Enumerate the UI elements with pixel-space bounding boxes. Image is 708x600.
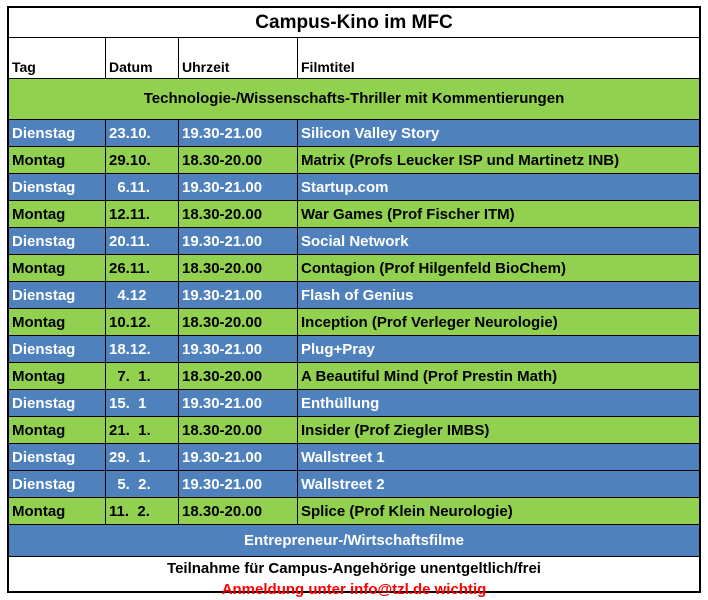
cell-tag: Dienstag	[9, 444, 106, 470]
section-heading-entrepreneur: Entrepreneur-/Wirtschaftsfilme	[9, 525, 699, 557]
cell-uhrzeit: 18.30-20.00	[179, 201, 298, 227]
cell-filmtitel: Splice (Prof Klein Neurologie)	[301, 502, 513, 520]
cell-tag: Montag	[9, 498, 106, 524]
schedule-rows	[9, 120, 699, 525]
column-header-uhrzeit: Uhrzeit	[179, 38, 298, 78]
cell-uhrzeit: 19.30-21.00	[179, 228, 298, 254]
cell-datum: 4.12	[106, 282, 179, 308]
cell-tag: Dienstag	[9, 174, 106, 200]
cell-filmtitel: War Games (Prof Fischer ITM)	[301, 205, 515, 223]
table-row	[9, 498, 699, 525]
cell-tag: Dienstag	[9, 282, 106, 308]
cell-tag: Dienstag	[9, 471, 106, 497]
table-row	[9, 363, 699, 390]
cell-filmtitel: Plug+Pray	[301, 340, 375, 358]
section-heading-thriller: Technologie-/Wissenschafts-Thriller mit Kommentierungen	[9, 79, 699, 120]
table-row	[9, 147, 699, 174]
cell-filmtitel: Matrix (Profs Leucker ISP und Martinetz INB)	[301, 151, 620, 169]
cell-tag: Montag	[9, 147, 106, 173]
cell-datum: 12.11.	[106, 201, 179, 227]
cell-datum: 7. 1.	[106, 363, 179, 389]
cell-uhrzeit: 19.30-21.00	[179, 336, 298, 362]
table-row	[9, 120, 699, 147]
cell-filmtitel: Startup.com	[301, 178, 389, 196]
cell-filmtitel: Enthüllung	[301, 394, 380, 412]
cell-tag: Dienstag	[9, 120, 106, 146]
table-row	[9, 417, 699, 444]
cell-datum: 11. 2.	[106, 498, 179, 524]
cell-uhrzeit: 18.30-20.00	[179, 147, 298, 173]
cell-filmtitel: Silicon Valley Story	[301, 124, 440, 142]
cell-tag: Montag	[9, 309, 106, 335]
column-header-filmtitel: Filmtitel	[301, 59, 355, 75]
cell-datum: 23.10.	[106, 120, 179, 146]
cell-uhrzeit: 19.30-21.00	[179, 174, 298, 200]
cell-tag: Montag	[9, 201, 106, 227]
cell-filmtitel: Flash of Genius	[301, 286, 414, 304]
column-header-tag: Tag	[9, 38, 106, 78]
table-row	[9, 336, 699, 363]
table-row	[9, 255, 699, 282]
cell-uhrzeit: 18.30-20.00	[179, 417, 298, 443]
cell-uhrzeit: 19.30-21.00	[179, 444, 298, 470]
cell-tag: Montag	[9, 363, 106, 389]
cell-datum: 20.11.	[106, 228, 179, 254]
cell-datum: 18.12.	[106, 336, 179, 362]
column-header-datum: Datum	[106, 38, 179, 78]
table-row	[9, 201, 699, 228]
cell-tag: Dienstag	[9, 228, 106, 254]
table-row	[9, 174, 699, 201]
cell-tag: Montag	[9, 417, 106, 443]
footer-registration-note: Anmeldung unter info@tzl.de wichtig	[221, 581, 487, 598]
cell-datum: 6.11.	[106, 174, 179, 200]
cell-uhrzeit: 18.30-20.00	[179, 309, 298, 335]
cell-uhrzeit: 18.30-20.00	[179, 498, 298, 524]
cell-tag: Montag	[9, 255, 106, 281]
schedule-sheet	[7, 6, 701, 598]
cell-tag: Dienstag	[9, 336, 106, 362]
footer	[9, 557, 699, 600]
cell-uhrzeit: 19.30-21.00	[179, 390, 298, 416]
footer-participation-note: Teilnahme für Campus-Angehörige unentgeltlich/frei	[167, 560, 541, 577]
table-row	[9, 471, 699, 498]
table-header	[9, 38, 699, 79]
cell-uhrzeit: 18.30-20.00	[179, 255, 298, 281]
cell-datum: 10.12.	[106, 309, 179, 335]
table-row	[9, 282, 699, 309]
table-row	[9, 444, 699, 471]
cell-datum: 5. 2.	[106, 471, 179, 497]
cell-filmtitel: Social Network	[301, 232, 409, 250]
cell-datum: 29.10.	[106, 147, 179, 173]
cell-filmtitel: Insider (Prof Ziegler IMBS)	[301, 421, 490, 439]
page-title: Campus-Kino im MFC	[9, 8, 699, 38]
cell-filmtitel: Wallstreet 2	[301, 475, 385, 493]
cell-datum: 15. 1	[106, 390, 179, 416]
cell-uhrzeit: 19.30-21.00	[179, 282, 298, 308]
cell-tag: Dienstag	[9, 390, 106, 416]
cell-uhrzeit: 18.30-20.00	[179, 363, 298, 389]
cell-datum: 29. 1.	[106, 444, 179, 470]
cell-uhrzeit: 19.30-21.00	[179, 471, 298, 497]
cell-filmtitel: Contagion (Prof Hilgenfeld BioChem)	[301, 259, 566, 277]
cell-uhrzeit: 19.30-21.00	[179, 120, 298, 146]
cell-filmtitel: A Beautiful Mind (Prof Prestin Math)	[301, 367, 558, 385]
cell-filmtitel: Inception (Prof Verleger Neurologie)	[301, 313, 558, 331]
cell-datum: 26.11.	[106, 255, 179, 281]
table-row	[9, 390, 699, 417]
cell-filmtitel: Wallstreet 1	[301, 448, 385, 466]
table-row	[9, 228, 699, 255]
cell-datum: 21. 1.	[106, 417, 179, 443]
table-row	[9, 309, 699, 336]
